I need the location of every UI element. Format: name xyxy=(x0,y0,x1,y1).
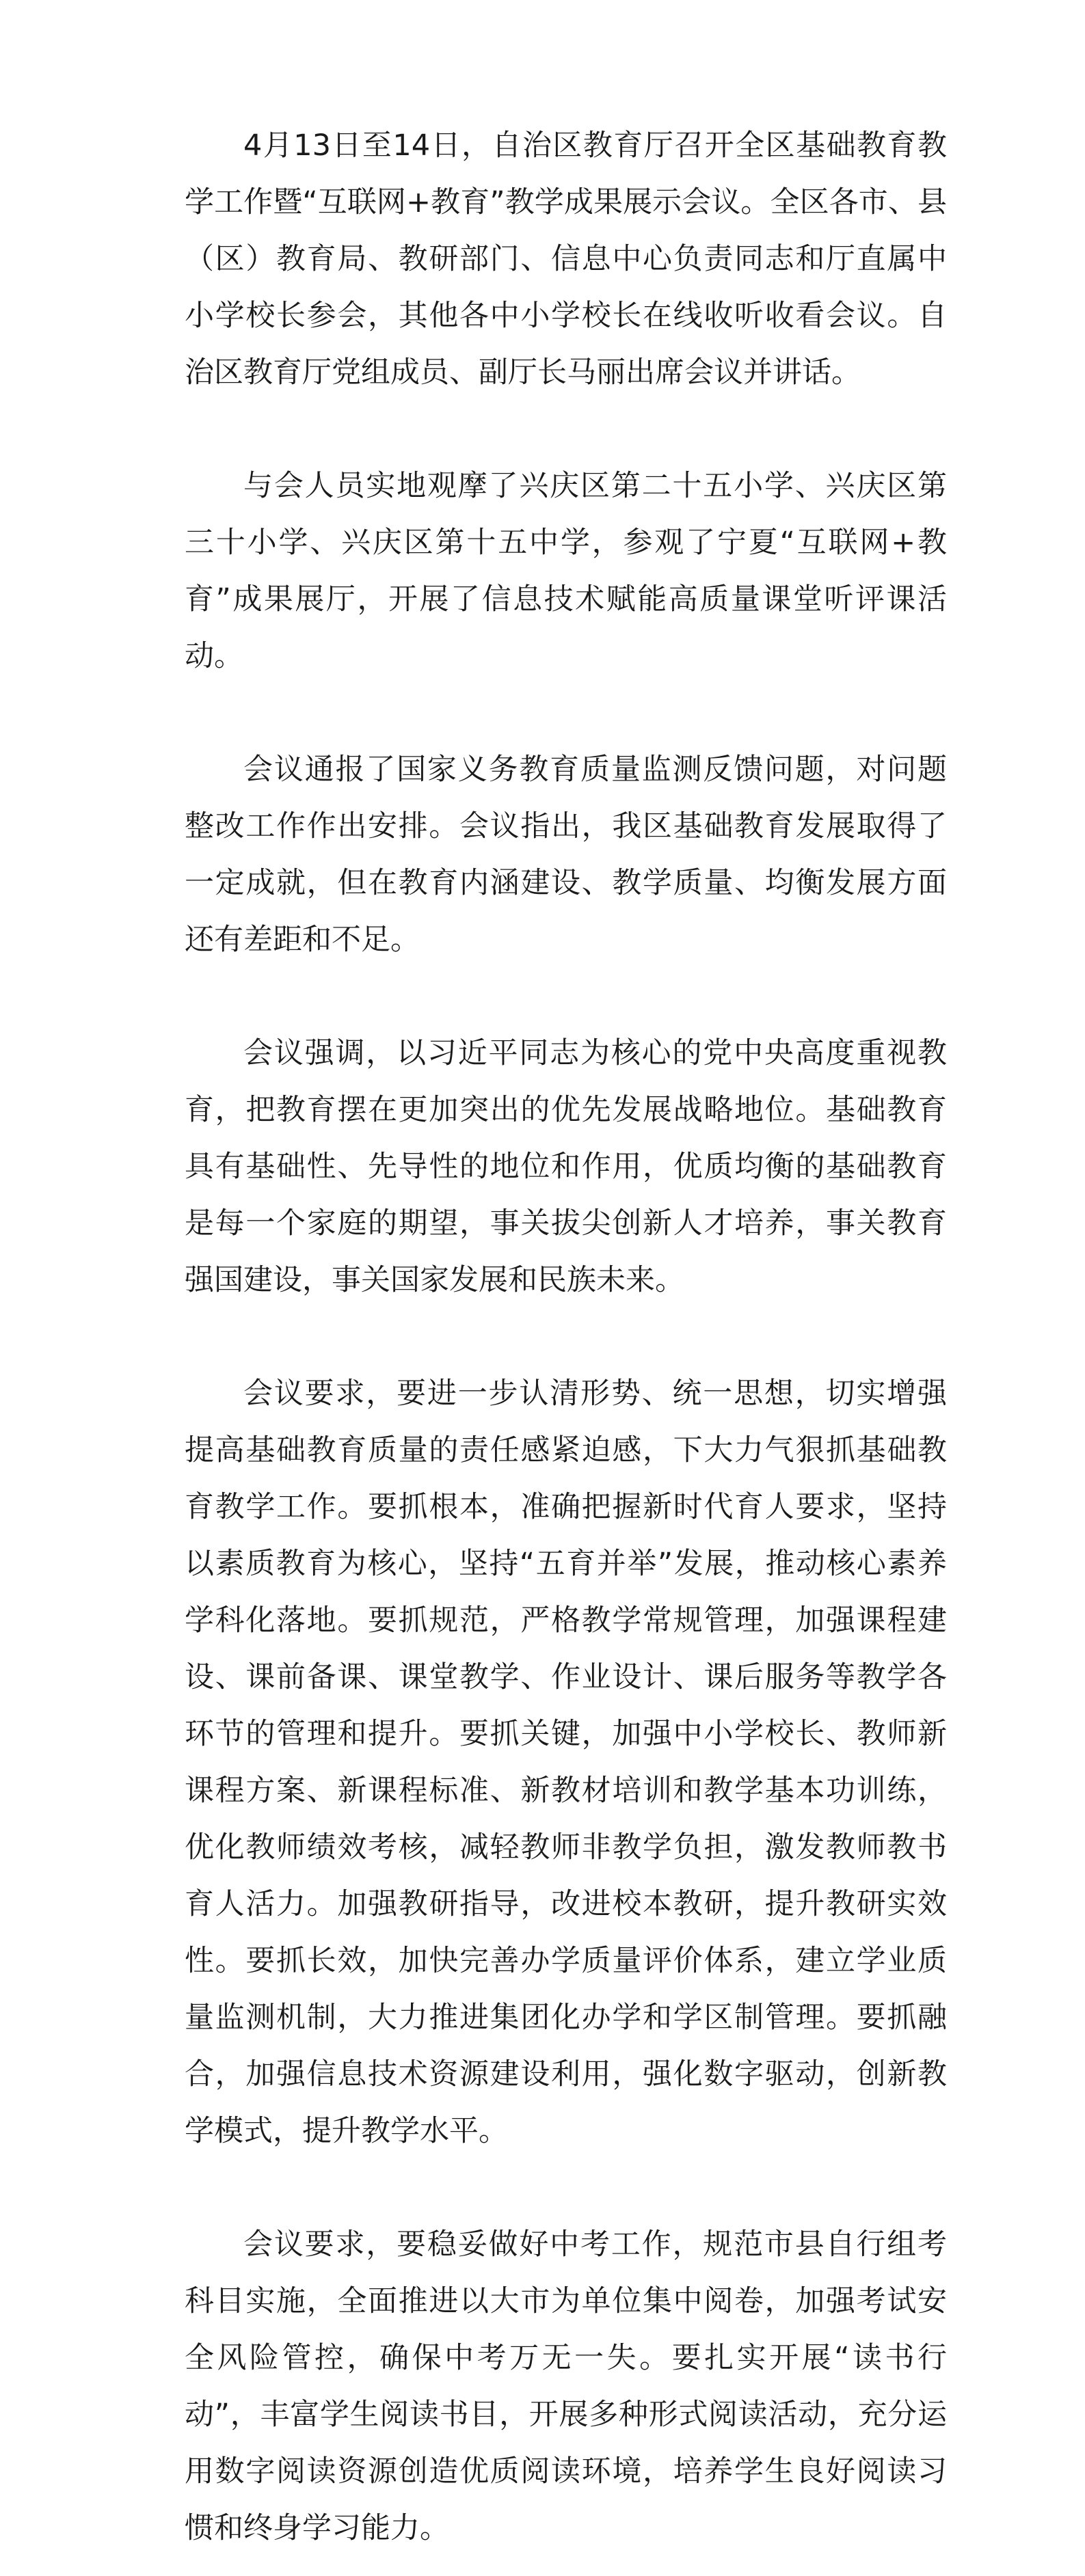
article-body xyxy=(185,118,947,2557)
paragraph-meeting-overview: 4月13日至14日，自治区教育厅召开全区基础教育教学工作暨“互联网+教育”教学成果展示会议。全区各市、县（区）教育局、教研部门、信息中心负责同志和厅直属中小学校长参会，其他各中小学校长在线收听收看会议。自治区教育厅党组成员、副厅长马丽出席会议并讲话。 xyxy=(185,128,947,390)
paragraph-exam-and-reading: 会议要求，要稳妥做好中考工作，规范市县自行组考科目实施，全面推进以大市为单位集中阅卷，加强考试安全风险管控，确保中考万无一失。要扎实开展“读书行动”，丰富学生阅读书目，开展多种形式阅读活动，充分运用数字阅读资源创造优质阅读环境，培养学生良好阅读习惯和终身学习能力。 xyxy=(185,2227,947,2545)
paragraph-requirements: 会议要求，要进一步认清形势、统一思想，切实增强提高基础教育质量的责任感紧迫感，下大力气狠抓基础教育教学工作。要抓根本，准确把握新时代育人要求，坚持以素质教育为核心，坚持“五育并举”发展，推动核心素养学科化落地。要抓规范，严格教学常规管理，加强课程建设、课前备课、课堂教学、作业设计、课后服务等教学各环节的管理和提升。要抓关键，加强中小学校长、教师新课程方案、新课程标准、新教材培训和教学基本功训练，优化教师绩效考核，减轻教师非教学负担，激发教师教书育人活力。加强教研指导，改进校本教研，提升教研实效性。要抓长效，加快完善办学质量评价体系，建立学业质量监测机制，大力推进集团化办学和学区制管理。要抓融合，加强信息技术资源建设利用，强化数字驱动，创新教学模式，提升教学水平。 xyxy=(185,1377,947,2148)
paragraph-monitoring-feedback: 会议通报了国家义务教育质量监测反馈问题，对问题整改工作作出安排。会议指出，我区基础教育发展取得了一定成就，但在教育内涵建设、教学质量、均衡发展方面还有差距和不足。 xyxy=(185,753,947,957)
paragraph-emphasis: 会议强调，以习近平同志为核心的党中央高度重视教育，把教育摆在更加突出的优先发展战略地位。基础教育具有基础性、先导性的地位和作用，优质均衡的基础教育是每一个家庭的期望，事关拔尖创新人才培养，事关教育强国建设，事关国家发展和民族未来。 xyxy=(185,1036,947,1297)
paragraph-site-visit: 与会人员实地观摩了兴庆区第二十五小学、兴庆区第三十小学、兴庆区第十五中学，参观了宁夏“互联网+教育”成果展厅，开展了信息技术赋能高质量课堂听评课活动。 xyxy=(185,469,947,673)
